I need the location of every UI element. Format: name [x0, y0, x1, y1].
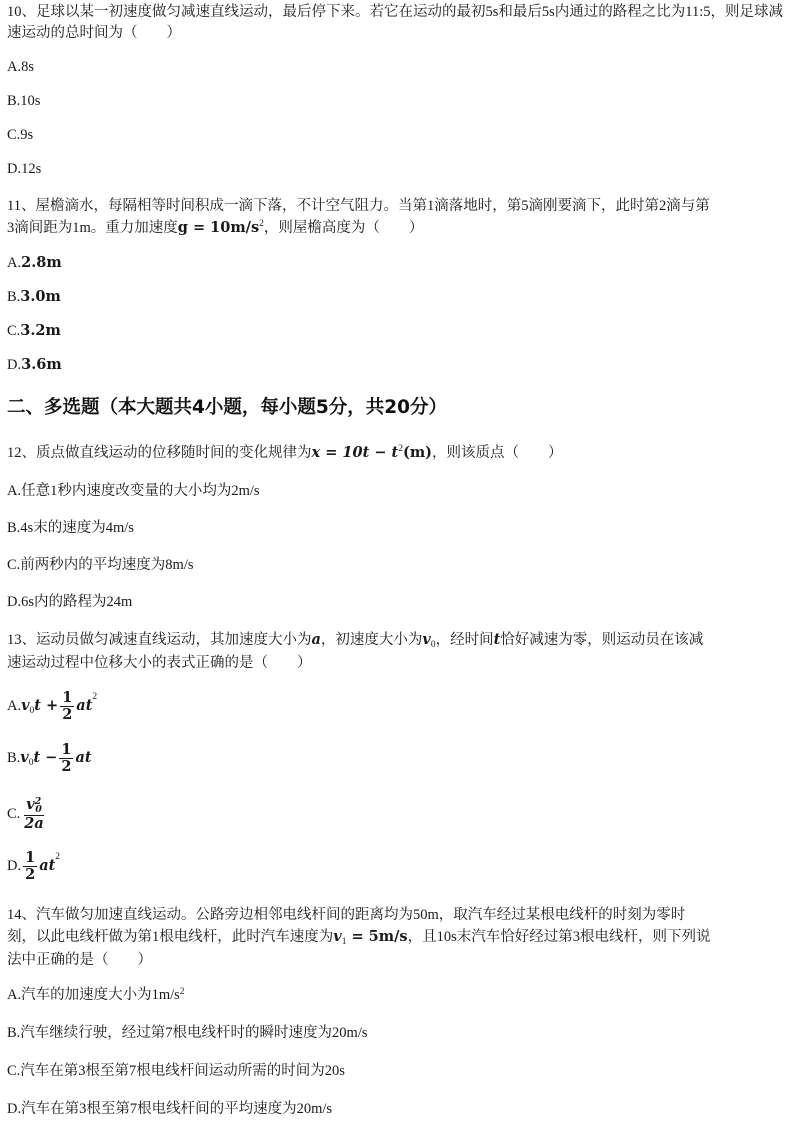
section-heading: 二、多选题（本大题共4小题，每小题5分，共20分） — [7, 397, 447, 418]
question-14-option-c: C.汽车在第3根至第7根电线杆间运动所需的时间为20s — [7, 1063, 345, 1079]
fraction: $\frac{1}{2}$ — [62, 689, 73, 723]
question-11-option-d: D.3.6m — [7, 356, 62, 373]
question-11-option-a: A.2.8m — [7, 254, 62, 271]
question-12-option-d: D.6s内的路程为24m — [7, 594, 133, 610]
question-11-stem — [7, 196, 786, 239]
question-11-line-1: 11、屋檐滴水，每隔相等时间积成一滴下落，不计空气阻力。当第1滴落地时，第5滴刚要滴下，此时第2滴与第 — [7, 198, 710, 214]
question-10-stem: 10、足球以某一初速度做匀减速直线运动，最后停下来。若它在运动的最初5s和最后5s内通过的路程之比为11:5，则足球减速运动的总时间为（ ） — [7, 4, 784, 41]
question-13-option-a: $A.v_0t$ + $\frac{1}{2}$ $at^2$ — [7, 689, 98, 723]
question-14-option-b: B.汽车继续行驶，经过第7根电线杆时的瞬时速度为20m/s — [7, 1025, 368, 1041]
question-13-option-c: C. $\frac{v^2_0}{2a}$ — [7, 796, 44, 832]
question-12-option-c: C.前两秒内的平均速度为8m/s — [7, 557, 194, 573]
question-10-option-d: D.12s — [7, 161, 42, 177]
question-12-option-a: A.任意1秒内速度改变量的大小均为2m/s — [7, 483, 260, 499]
question-13-line-1: 13、运动员做匀减速直线运动，其加速度大小为a，初速度大小为$v_0$，经时间t恰好减速为零，则运动员在该减 — [7, 631, 704, 650]
question-11-option-b: B.3.0m — [7, 288, 61, 305]
question-11-option-c: C.3.2m — [7, 322, 61, 339]
question-14-line-2: 刻，以此电线杆做为第1根电线杆，此时汽车速度为$v_1 = 5m/s$，且10s末汽车恰好经过第3根电线杆，则下列说 — [7, 928, 711, 947]
question-13-option-d: D. $\frac{1}{2}$ $at^2$ — [7, 849, 61, 883]
displacement-formula: x = 10t − t — [311, 444, 399, 461]
question-12-stem: 12、质点做直线运动的位移随时间的变化规律为$x = 10t - t^2(m)$，则该质点（ ） — [7, 444, 563, 461]
gravity-formula: g = 10m/s — [177, 219, 260, 236]
question-14-option-a: A.汽车的加速度大小为$1m/s^2$ — [7, 987, 185, 1003]
question-11-line-2: 3滴间距为1m。重力加速度$g = 10m/s^2$，则屋檐高度为（ ） — [7, 219, 424, 236]
fraction: $\frac{1}{2}$ — [25, 849, 36, 883]
question-13-stem — [7, 629, 786, 674]
fraction: $\frac{1}{2}$ — [61, 741, 72, 775]
question-13-option-b: $B.v_0t$ − $\frac{1}{2}$ at — [7, 741, 92, 775]
question-14-line-1: 14、汽车做匀加速直线运动。公路旁边相邻电线杆间的距离均为50m，取汽车经过某根电线杆的时刻为零时 — [7, 907, 686, 923]
question-13-line-2: 速运动过程中位移大小的表式正确的是（ ） — [7, 655, 312, 671]
question-12-option-b: B.4s末的速度为4m/s — [7, 520, 134, 536]
question-10-option-b: B.10s — [7, 93, 41, 109]
question-14-option-d: D.汽车在第3根至第7根电线杆间的平均速度为20m/s — [7, 1101, 333, 1117]
question-14-line-3: 法中正确的是（ ） — [7, 952, 152, 968]
question-14-stem — [7, 905, 786, 971]
question-10-option-c: C.9s — [7, 127, 34, 143]
question-10-option-a: A.8s — [7, 59, 34, 75]
fraction: $\frac{v^2_0}{2a}$ — [24, 796, 44, 832]
